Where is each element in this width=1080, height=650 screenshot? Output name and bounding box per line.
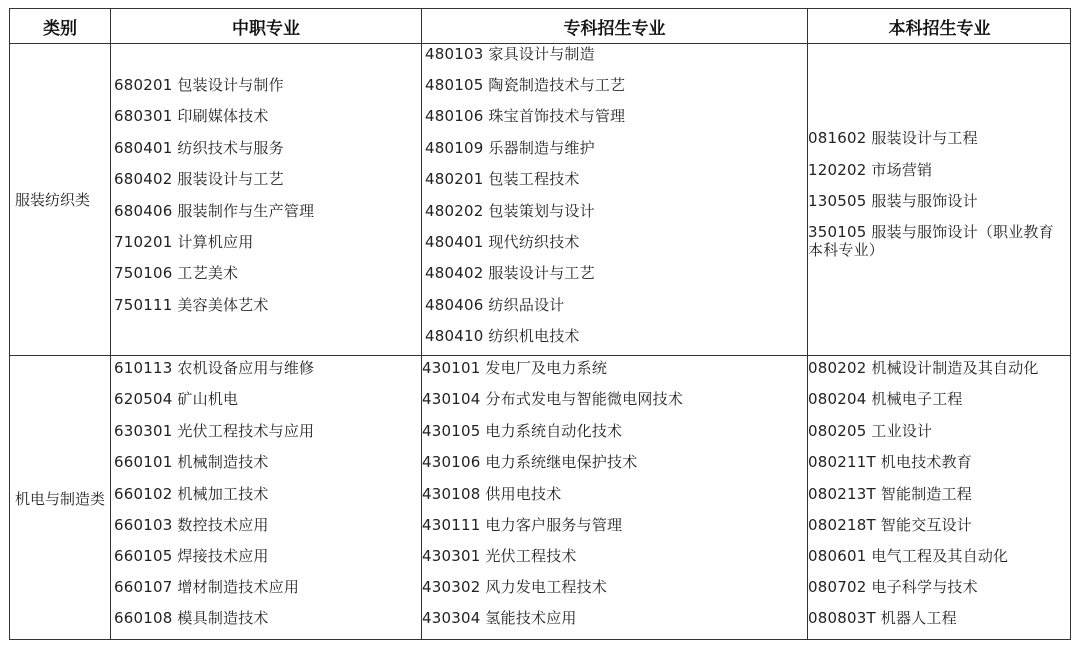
- undergraduate-major-item: 350105 服装与服饰设计（职业教育本科专业）: [808, 223, 1054, 259]
- secondary-major-item: 630301 光伏工程技术与应用: [114, 422, 315, 440]
- vocational-major-item: 480402 服装设计与工艺: [425, 264, 595, 282]
- vocational-major-item: 480106 珠宝首饰技术与管理: [425, 107, 626, 125]
- undergraduate-major-item: 080218T 智能交互设计: [808, 516, 972, 534]
- header-category: 类别: [43, 18, 77, 39]
- secondary-major-item: 680406 服装制作与生产管理: [114, 202, 315, 220]
- secondary-major-item: 750106 工艺美术: [114, 264, 239, 282]
- secondary-major-item: 660105 焊接技术应用: [114, 547, 269, 565]
- secondary-major-item: 660103 数控技术应用: [114, 516, 269, 534]
- vocational-major-item: 430101 发电厂及电力系统: [422, 359, 608, 377]
- column-divider: [110, 9, 111, 639]
- secondary-major-item: 680201 包装设计与制作: [114, 76, 284, 94]
- header-secondary: 中职专业: [232, 18, 300, 39]
- secondary-major-item: 680402 服装设计与工艺: [114, 170, 284, 188]
- vocational-major-item: 430111 电力客户服务与管理: [422, 516, 623, 534]
- secondary-major-item: 710201 计算机应用: [114, 233, 254, 251]
- undergraduate-major-item: 081602 服装设计与工程: [808, 129, 978, 147]
- undergraduate-major-item: 080204 机械电子工程: [808, 390, 963, 408]
- secondary-major-item: 660102 机械加工技术: [114, 485, 269, 503]
- undergraduate-major-item: 080211T 机电技术教育: [808, 453, 972, 471]
- secondary-major-item: 680301 印刷媒体技术: [114, 107, 269, 125]
- vocational-major-item: 480109 乐器制造与维护: [425, 139, 595, 157]
- vocational-major-item: 480406 纺织品设计: [425, 296, 565, 314]
- header-divider: [10, 43, 1070, 44]
- vocational-major-item: 480202 包装策划与设计: [425, 202, 595, 220]
- vocational-major-item: 480103 家具设计与制造: [425, 45, 595, 63]
- undergraduate-major-item: 080202 机械设计制造及其自动化: [808, 359, 1039, 377]
- undergraduate-major-item: 080803T 机器人工程: [808, 609, 957, 627]
- header-vocational: 专科招生专业: [563, 18, 666, 39]
- vocational-major-item: 430105 电力系统自动化技术: [422, 422, 623, 440]
- undergraduate-major-item: 120202 市场营销: [808, 161, 933, 179]
- undergraduate-major-item: 130505 服装与服饰设计: [808, 192, 978, 210]
- category-cell: 服装纺织类: [15, 191, 91, 209]
- secondary-major-item: 660108 模具制造技术: [114, 609, 269, 627]
- secondary-major-item: 750111 美容美体艺术: [114, 296, 269, 314]
- undergraduate-major-item: 080205 工业设计: [808, 422, 933, 440]
- row-divider: [10, 355, 1070, 356]
- column-divider: [421, 9, 422, 639]
- header-undergraduate: 本科招生专业: [888, 18, 991, 39]
- secondary-major-item: 660107 增材制造技术应用: [114, 578, 300, 596]
- vocational-major-item: 430106 电力系统继电保护技术: [422, 453, 638, 471]
- secondary-major-item: 660101 机械制造技术: [114, 453, 269, 471]
- vocational-major-item: 480105 陶瓷制造技术与工艺: [425, 76, 626, 94]
- vocational-major-item: 480201 包装工程技术: [425, 170, 580, 188]
- undergraduate-major-item: 080213T 智能制造工程: [808, 485, 972, 503]
- vocational-major-item: 430301 光伏工程技术: [422, 547, 577, 565]
- secondary-major-item: 680401 纺织技术与服务: [114, 139, 284, 157]
- undergraduate-major-item: 080601 电气工程及其自动化: [808, 547, 1009, 565]
- vocational-major-item: 480401 现代纺织技术: [425, 233, 580, 251]
- column-divider: [807, 9, 808, 639]
- vocational-major-item: 480410 纺织机电技术: [425, 327, 580, 345]
- vocational-major-item: 430104 分布式发电与智能微电网技术: [422, 390, 684, 408]
- majors-table: [9, 8, 1071, 640]
- vocational-major-item: 430304 氢能技术应用: [422, 609, 577, 627]
- undergraduate-major-item: 080702 电子科学与技术: [808, 578, 978, 596]
- vocational-major-item: 430302 风力发电工程技术: [422, 578, 608, 596]
- category-cell: 机电与制造类: [15, 489, 106, 508]
- secondary-major-item: 610113 农机设备应用与维修: [114, 359, 315, 377]
- vocational-major-item: 430108 供用电技术: [422, 485, 562, 503]
- secondary-major-item: 620504 矿山机电: [114, 390, 239, 408]
